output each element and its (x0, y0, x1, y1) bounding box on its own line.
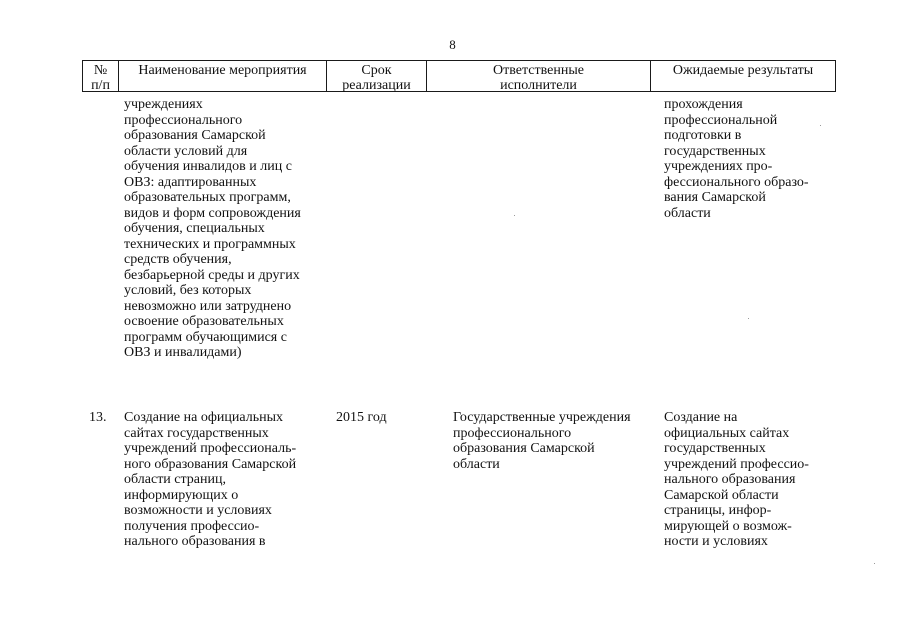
scan-speck (820, 125, 821, 126)
row-continuation-results: прохождения профессиональной подготовки в государственных учреждениях про- фессионального образо- вания Самарской области (664, 97, 809, 221)
page-number: 8 (449, 37, 456, 52)
row-13-name: Создание на официальных сайтах государственных учреждений профессиональ- ного образования Самарской области страниц, информирующих о возможности и условиях получения профессио- нального образования в (124, 410, 297, 549)
scan-speck (514, 215, 515, 216)
header-event-name: Наименование мероприятия (119, 61, 327, 91)
header-number: № п/п (83, 61, 119, 91)
row-13-responsible: Государственные учреждения профессионального образования Самарской области (453, 410, 631, 472)
header-term: Срок реализации (327, 61, 427, 91)
scan-speck (748, 318, 749, 319)
row-13-term: 2015 год (336, 410, 387, 425)
header-results: Ожидаемые результаты (672, 63, 814, 78)
header-responsible: Ответственные исполнители (427, 61, 651, 91)
table-header (82, 60, 836, 92)
row-continuation-name: учреждениях профессионального образования Самарской области условий для обучения инвалидов и лиц с ОВЗ: адаптированных образовательных программ, видов и форм сопровождения обучения, специальных технических и программных средств обучения, безбарьерной среды и других условий, без которых невозможно или затруднено освоение образовательных программ обучающимися с ОВЗ и инвалидами) (124, 97, 301, 360)
scan-speck (874, 563, 875, 564)
row-13-results: Создание на официальных сайтах государственных учреждений профессио- нального образования Самарской области страницы, инфор- мирующей о возмож- ности и условиях (664, 410, 809, 549)
row-13-number: 13. (89, 410, 107, 425)
